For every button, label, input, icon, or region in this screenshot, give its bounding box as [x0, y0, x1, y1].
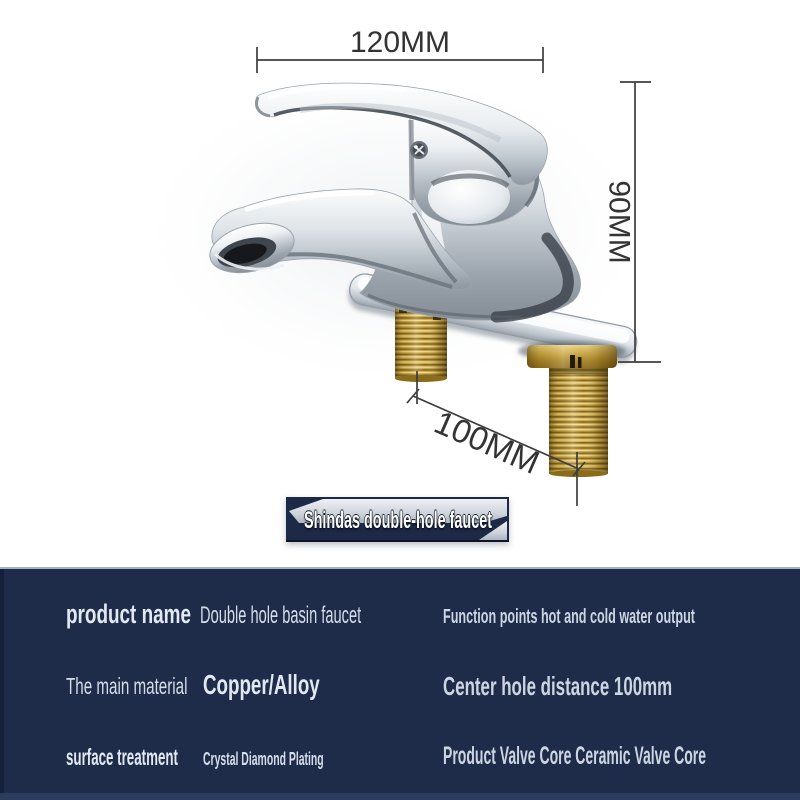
spec-row3-right: Product Valve Core Ceramic Valve Core — [443, 742, 707, 770]
spec-panel — [0, 567, 800, 800]
brand-banner — [286, 497, 509, 542]
panel-bottom-strip — [0, 793, 800, 800]
spec-row1-label: product name — [66, 599, 191, 629]
spec-row3-value: Crystal Diamond Plating — [203, 749, 324, 769]
panel-left-edge — [0, 569, 4, 800]
dimension-height-label: 90MM — [602, 180, 636, 264]
dimension-hole-distance-label: 100MM — [429, 403, 545, 481]
spec-row2-label: The main material — [66, 673, 188, 699]
dimension-width-label: 120MM — [349, 26, 451, 59]
banner-label: Shindas double-hole faucet — [303, 506, 492, 534]
spec-row1-right: Function points hot and cold water output — [443, 606, 695, 628]
spec-row2-right: Center hole distance 100mm — [443, 671, 673, 701]
spec-row2-value: Copper/Alloy — [203, 669, 320, 700]
spec-row3-label: surface treatment — [66, 744, 178, 770]
spec-row1-value: Double hole basin faucet — [200, 602, 362, 629]
handle-screw — [410, 141, 428, 159]
